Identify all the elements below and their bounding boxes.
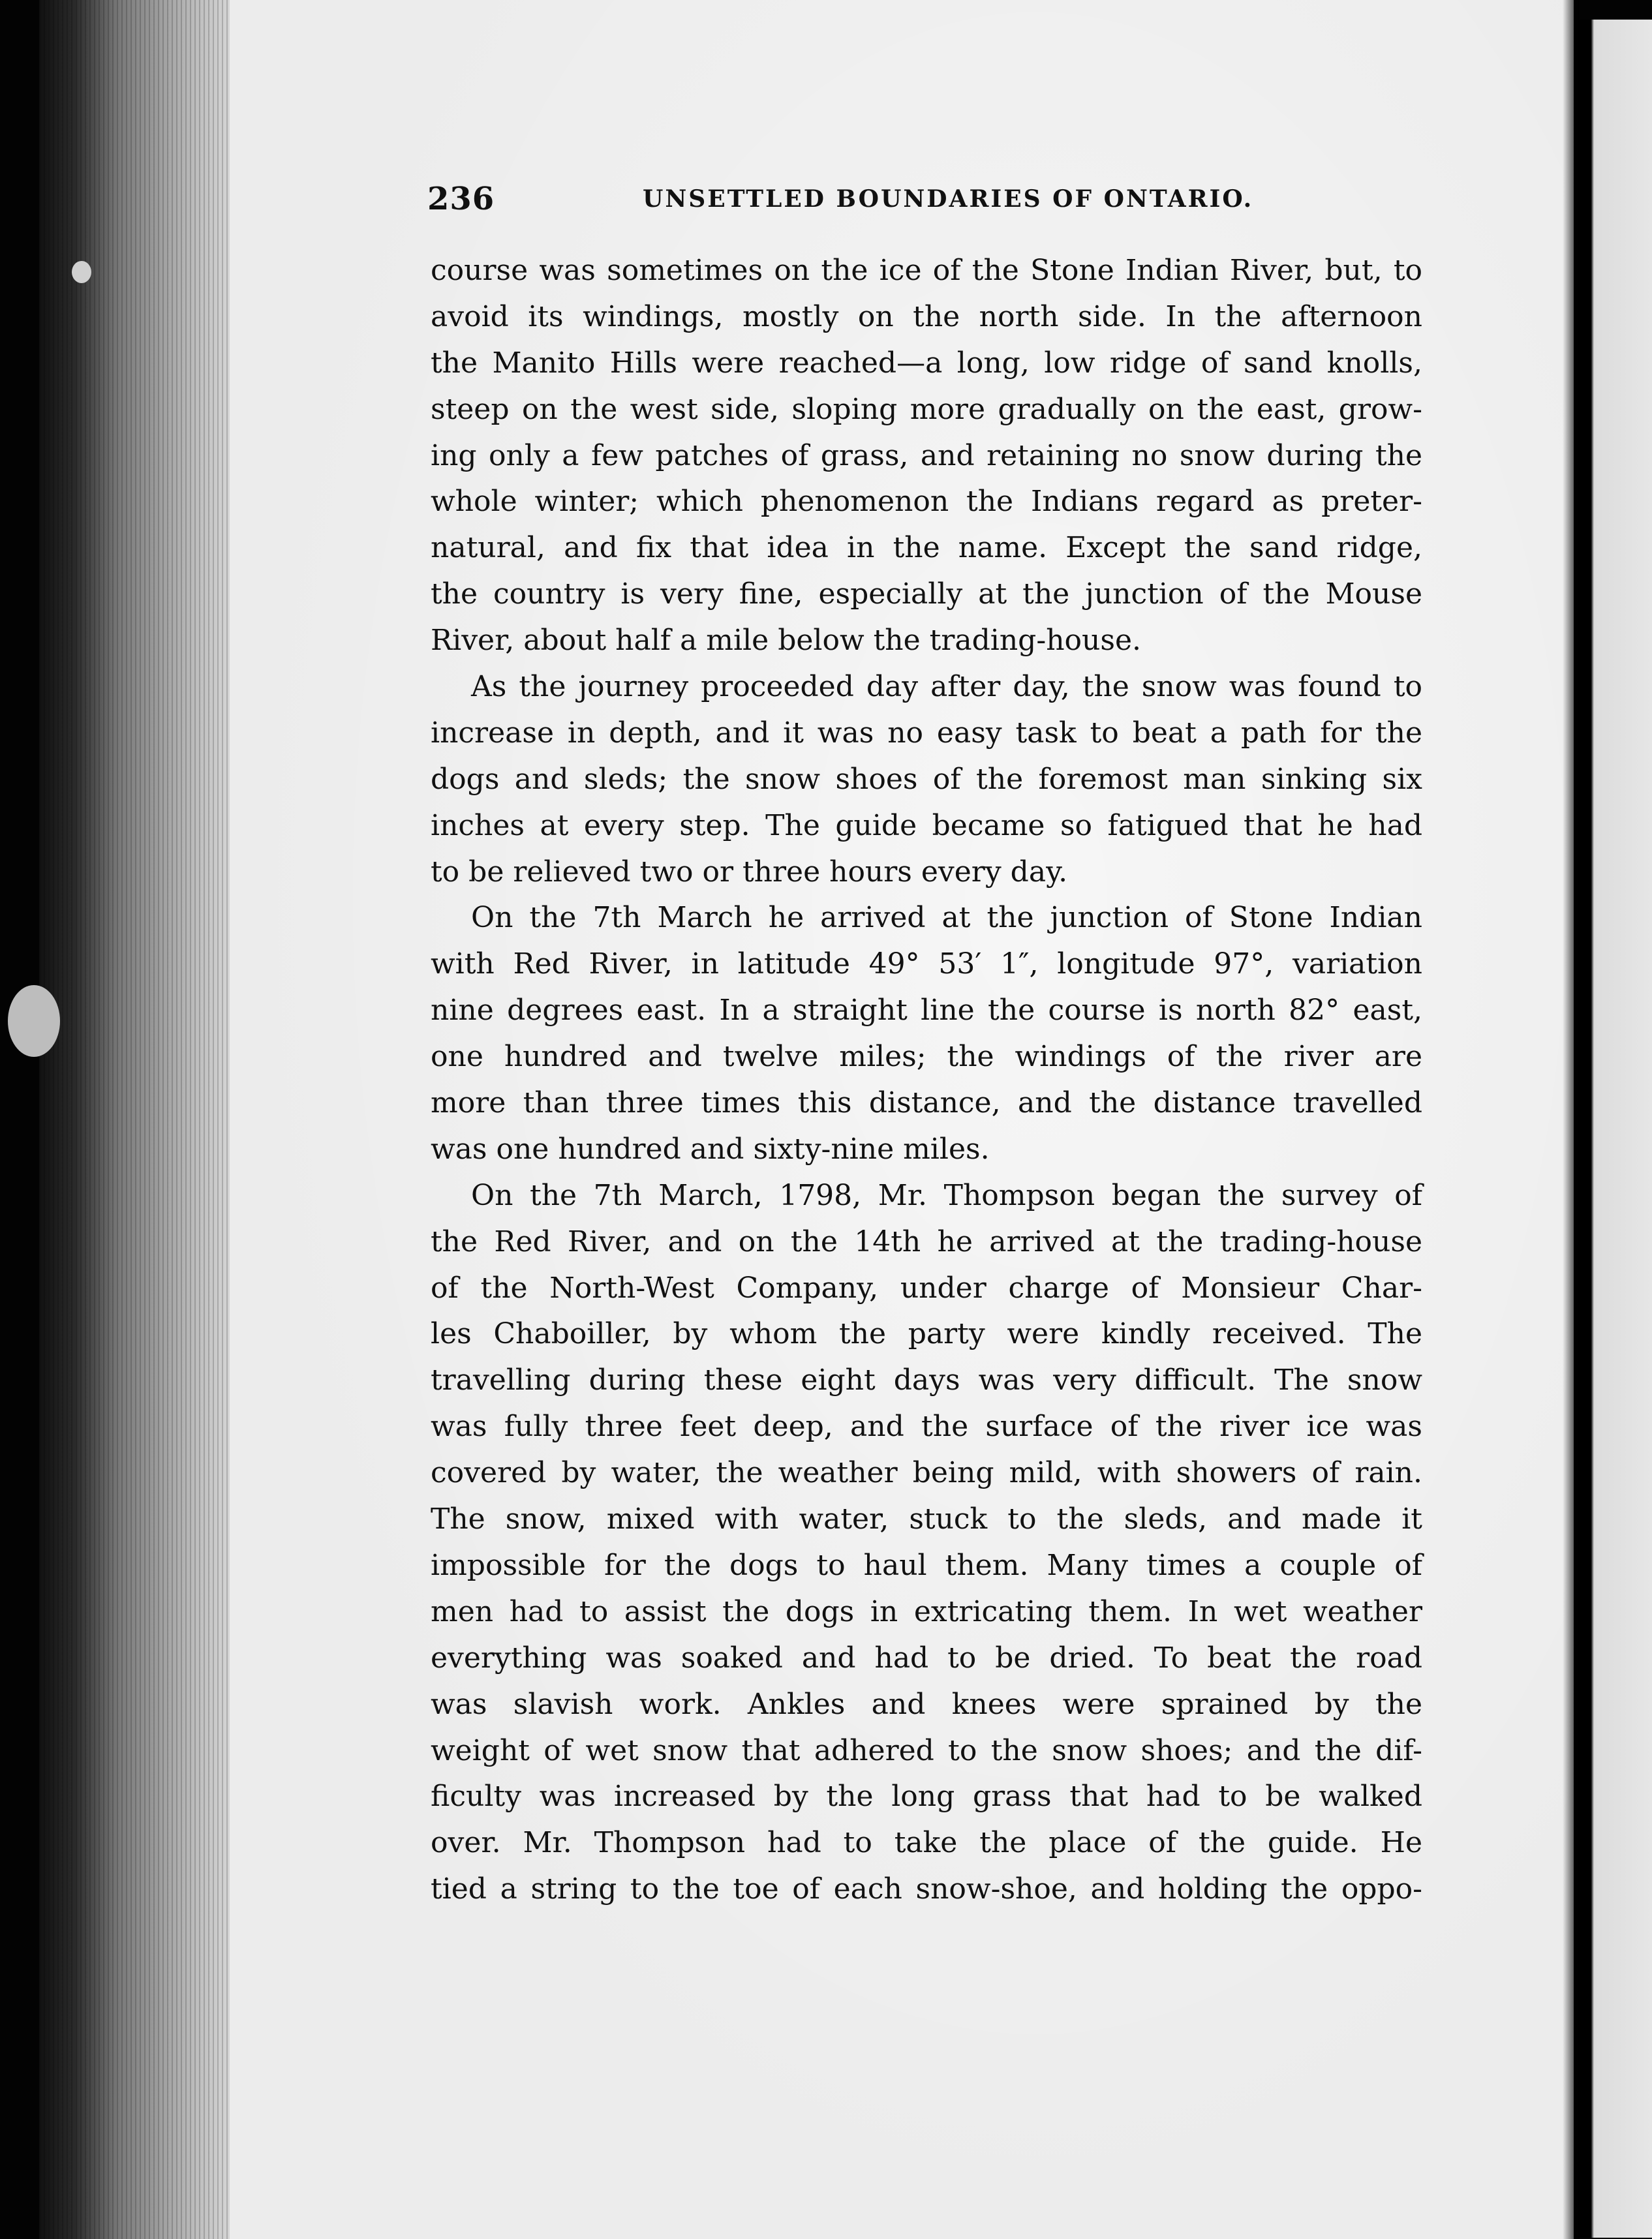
scan-speck: [8, 985, 60, 1057]
text-line: one hundred and twelve miles; the windings of the river are: [431, 1040, 1422, 1074]
text-line: weight of wet snow that adhered to the snow shoes; and the dif-: [431, 1733, 1422, 1767]
text-line: whole winter; which phenomenon the Indians regard as preter-: [431, 485, 1422, 519]
text-line: course was sometimes on the ice of the Stone Indian River, but, to: [431, 254, 1422, 287]
text-line: covered by water, the weather being mild, with showers of rain.: [431, 1456, 1422, 1490]
text-line: ing only a few patches of grass, and retaining no snow during the: [431, 438, 1422, 472]
text-line: travelling during these eight days was very difficult. The snow: [431, 1363, 1422, 1397]
running-title: UNSETTLED BOUNDARIES OF ONTARIO.: [643, 185, 1254, 213]
book-page-edges: [39, 0, 235, 2239]
text-line: River, about half a mile below the trading-house.: [431, 624, 1141, 658]
text-line: the country is very fine, especially at the junction of the Mouse: [431, 577, 1422, 611]
text-line: natural, and fix that idea in the name. Except the sand ridge,: [431, 531, 1422, 565]
text-line: On the 7th March, 1798, Mr. Thompson began the survey of: [471, 1178, 1422, 1212]
text-line: with Red River, in latitude 49° 53′ 1″, longitude 97°, variation: [431, 947, 1422, 981]
text-line: men had to assist the dogs in extricating them. In wet weather: [431, 1594, 1422, 1628]
text-line: the Red River, and on the 14th he arrived at the trading-house: [431, 1225, 1422, 1258]
text-line: was fully three feet deep, and the surface of the river ice was: [431, 1410, 1422, 1444]
body-text: [431, 248, 1422, 1913]
text-line: the Manito Hills were reached—a long, low ridge of sand knolls,: [431, 346, 1422, 380]
text-line: tied a string to the toe of each snow-shoe, and holding the oppo-: [431, 1872, 1422, 1906]
running-header: [427, 176, 1419, 222]
text-line: les Chaboiller, by whom the party were kindly received. The: [431, 1317, 1422, 1351]
text-line: of the North-West Company, under charge of Monsieur Char-: [431, 1271, 1422, 1305]
text-line: inches at every step. The guide became so fatigued that he had: [431, 808, 1422, 842]
scan-speck: [72, 261, 91, 283]
text-line: On the 7th March he arrived at the junction of Stone Indian: [471, 901, 1422, 935]
page-number: 236: [427, 181, 495, 217]
text-line: to be relieved two or three hours every day.: [431, 855, 1068, 889]
text-line: over. Mr. Thompson had to take the place of the guide. He: [431, 1826, 1422, 1860]
text-line: ficulty was increased by the long grass that had to be walked: [431, 1780, 1422, 1814]
text-line: nine degrees east. In a straight line the course is north 82° east,: [431, 994, 1422, 1028]
text-line: steep on the west side, sloping more gradually on the east, grow-: [431, 392, 1422, 426]
text-line: more than three times this distance, and the distance travelled: [431, 1086, 1422, 1120]
text-line: avoid its windings, mostly on the north side. In the afternoon: [431, 299, 1422, 333]
text-line: was slavish work. Ankles and knees were sprained by the: [431, 1687, 1422, 1721]
text-line: dogs and sleds; the snow shoes of the foremost man sinking six: [431, 762, 1422, 796]
facing-page-edge: [1578, 20, 1652, 2238]
text-line: impossible for the dogs to haul them. Many times a couple of: [431, 1548, 1422, 1582]
text-line: increase in depth, and it was no easy task to beat a path for the: [431, 716, 1422, 750]
text-line: The snow, mixed with water, stuck to the sleds, and made it: [431, 1502, 1422, 1536]
text-line: everything was soaked and had to be dried. To beat the road: [431, 1641, 1422, 1675]
text-line: As the journey proceeded day after day, the snow was found to: [471, 670, 1422, 704]
text-line: was one hundred and sixty-nine miles.: [431, 1132, 990, 1166]
